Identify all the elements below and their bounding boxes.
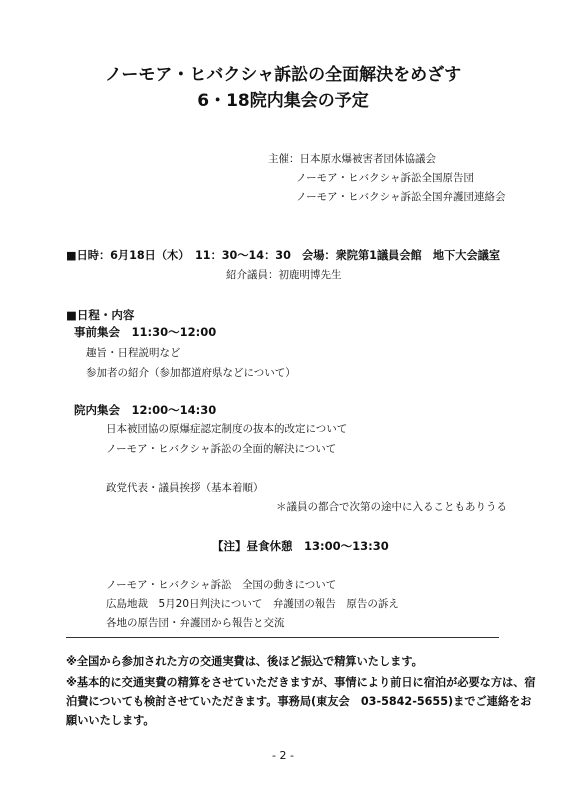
section-divider bbox=[66, 637, 499, 638]
afternoon-item: 広島地裁 5月20日判決について 弁護団の報告 原告の訴え bbox=[106, 598, 399, 610]
pre-meeting-item: 趣旨・日程説明など bbox=[86, 347, 181, 359]
document-title-line2: 6・18院内集会の予定 bbox=[197, 91, 369, 111]
pre-meeting-heading: 事前集会 11:30～12:00 bbox=[74, 325, 217, 339]
afternoon-item: 各地の原告団・弁護団から報告と交流 bbox=[106, 617, 285, 629]
document-title-line1: ノーモア・ヒバクシャ訴訟の全面解決をめざす bbox=[104, 65, 462, 85]
main-meeting-remark: ＊議員の都合で次第の途中に入ることもありうる bbox=[276, 501, 507, 513]
organizer-plaintiffs: ノーモア・ヒバクシャ訴訟全国原告団 bbox=[296, 172, 474, 184]
main-meeting-item: ノーモア・ヒバクシャ訴訟の全面的解決について bbox=[106, 443, 337, 455]
page-number: - 2 - bbox=[272, 749, 294, 762]
lunch-break: 【注】昼食休憩 13:00～13:30 bbox=[212, 539, 389, 553]
note-transport: ※全国から参加された方の交通実費は、後ほど振込で精算いたします。 bbox=[66, 655, 423, 668]
schedule-heading: ■日程・内容 bbox=[66, 308, 135, 322]
organizer-main: 主催：日本原水爆被害者団体協議会 bbox=[268, 153, 436, 165]
main-meeting-heading: 院内集会 12:00～14:30 bbox=[74, 403, 217, 417]
afternoon-item: ノーモア・ヒバクシャ訴訟 全国の動きについて bbox=[106, 579, 337, 591]
introducer: 紹介議員：初鹿明博先生 bbox=[226, 269, 342, 281]
note-lodging-line3: 願いいたします。 bbox=[66, 714, 155, 727]
note-lodging-line1: ※基本的に交通実費の精算をさせていただきますが、事情により前日に宿泊が必要な方は、宿 bbox=[66, 676, 536, 689]
note-lodging-line2: 泊費についても検討させていただきます。事務局(東友会 03-5842-5655)までご連絡をお bbox=[66, 695, 532, 708]
datetime-venue: ■日時：6月18日（木） 11：30～14：30 会場：衆院第1議員会館 地下大会議室 bbox=[66, 249, 501, 262]
pre-meeting-item: 参加者の紹介（参加都道府県などについて） bbox=[86, 367, 296, 379]
main-meeting-item: 政党代表・議員挨拶（基本着順） bbox=[106, 482, 264, 494]
organizer-lawyers: ノーモア・ヒバクシャ訴訟全国弁護団連絡会 bbox=[296, 191, 506, 203]
main-meeting-item: 日本被団協の原爆症認定制度の抜本的改定について bbox=[106, 423, 348, 435]
